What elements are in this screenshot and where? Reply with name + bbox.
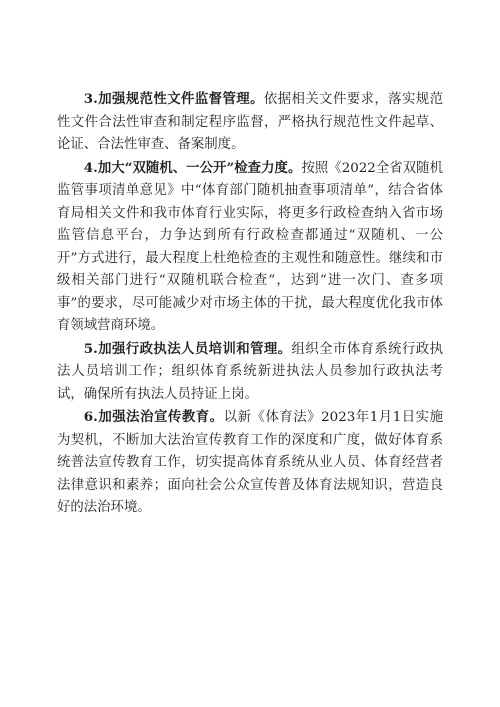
paragraph-heading: 5.加强行政执法人员培训和管理。	[83, 340, 292, 357]
document-body	[57, 88, 443, 520]
paragraph-5-enforcement-staff-training	[57, 338, 443, 407]
paragraph-text: 组织全市体育系统行政执法人员培训工作；组织体育系统新进执法人员参加行政执法考试，确保所有执法人员持证上岗。	[57, 341, 443, 402]
paragraph-3-regulatory-document-supervision	[57, 88, 443, 157]
paragraph-text: 以新《体育法》2023年1月1日实施为契机，不断加大法治宣传教育工作的深度和广度，做好体育系统普法宣传教育工作，切实提高体育系统从业人员、体育经营者法律意识和素养；面向社会公众宣传普及体育法规知识，营造良好的法治环境。	[57, 410, 443, 515]
paragraph-4-double-random-inspection	[57, 157, 443, 338]
paragraph-heading: 6.加强法治宣传教育。	[83, 409, 224, 425]
paragraph-text: 依据相关文件要求，落实规范性文件合法性审查和制定程序监督，严格执行规范性文件起草、论证、合法性审查、备案制度。	[57, 92, 444, 152]
paragraph-heading: 4.加大“双随机、一公开”检查力度。	[83, 159, 302, 176]
paragraph-heading: 3.加强规范性文件监督管理。	[83, 91, 264, 107]
paragraph-6-legal-education	[57, 406, 443, 520]
paragraph-text: 按照《2022全省双随机监管事项清单意见》中“体育部门随机抽查事项清单”，结合省体育局相关文件和我市体育行业实际，将更多行政检查纳入省市场监管信息平台，力争达到所有行政检查都通过“双随机、一公开”方式进行，最大程度上杜绝检查的主观性和随意性。继续和市级相关部门进行“双随机联合检查”，达到“进一次门、查多项事”的要求，尽可能减少对市场主体的干扰，最大程度优化我市体育领域营商环境。	[57, 160, 444, 333]
